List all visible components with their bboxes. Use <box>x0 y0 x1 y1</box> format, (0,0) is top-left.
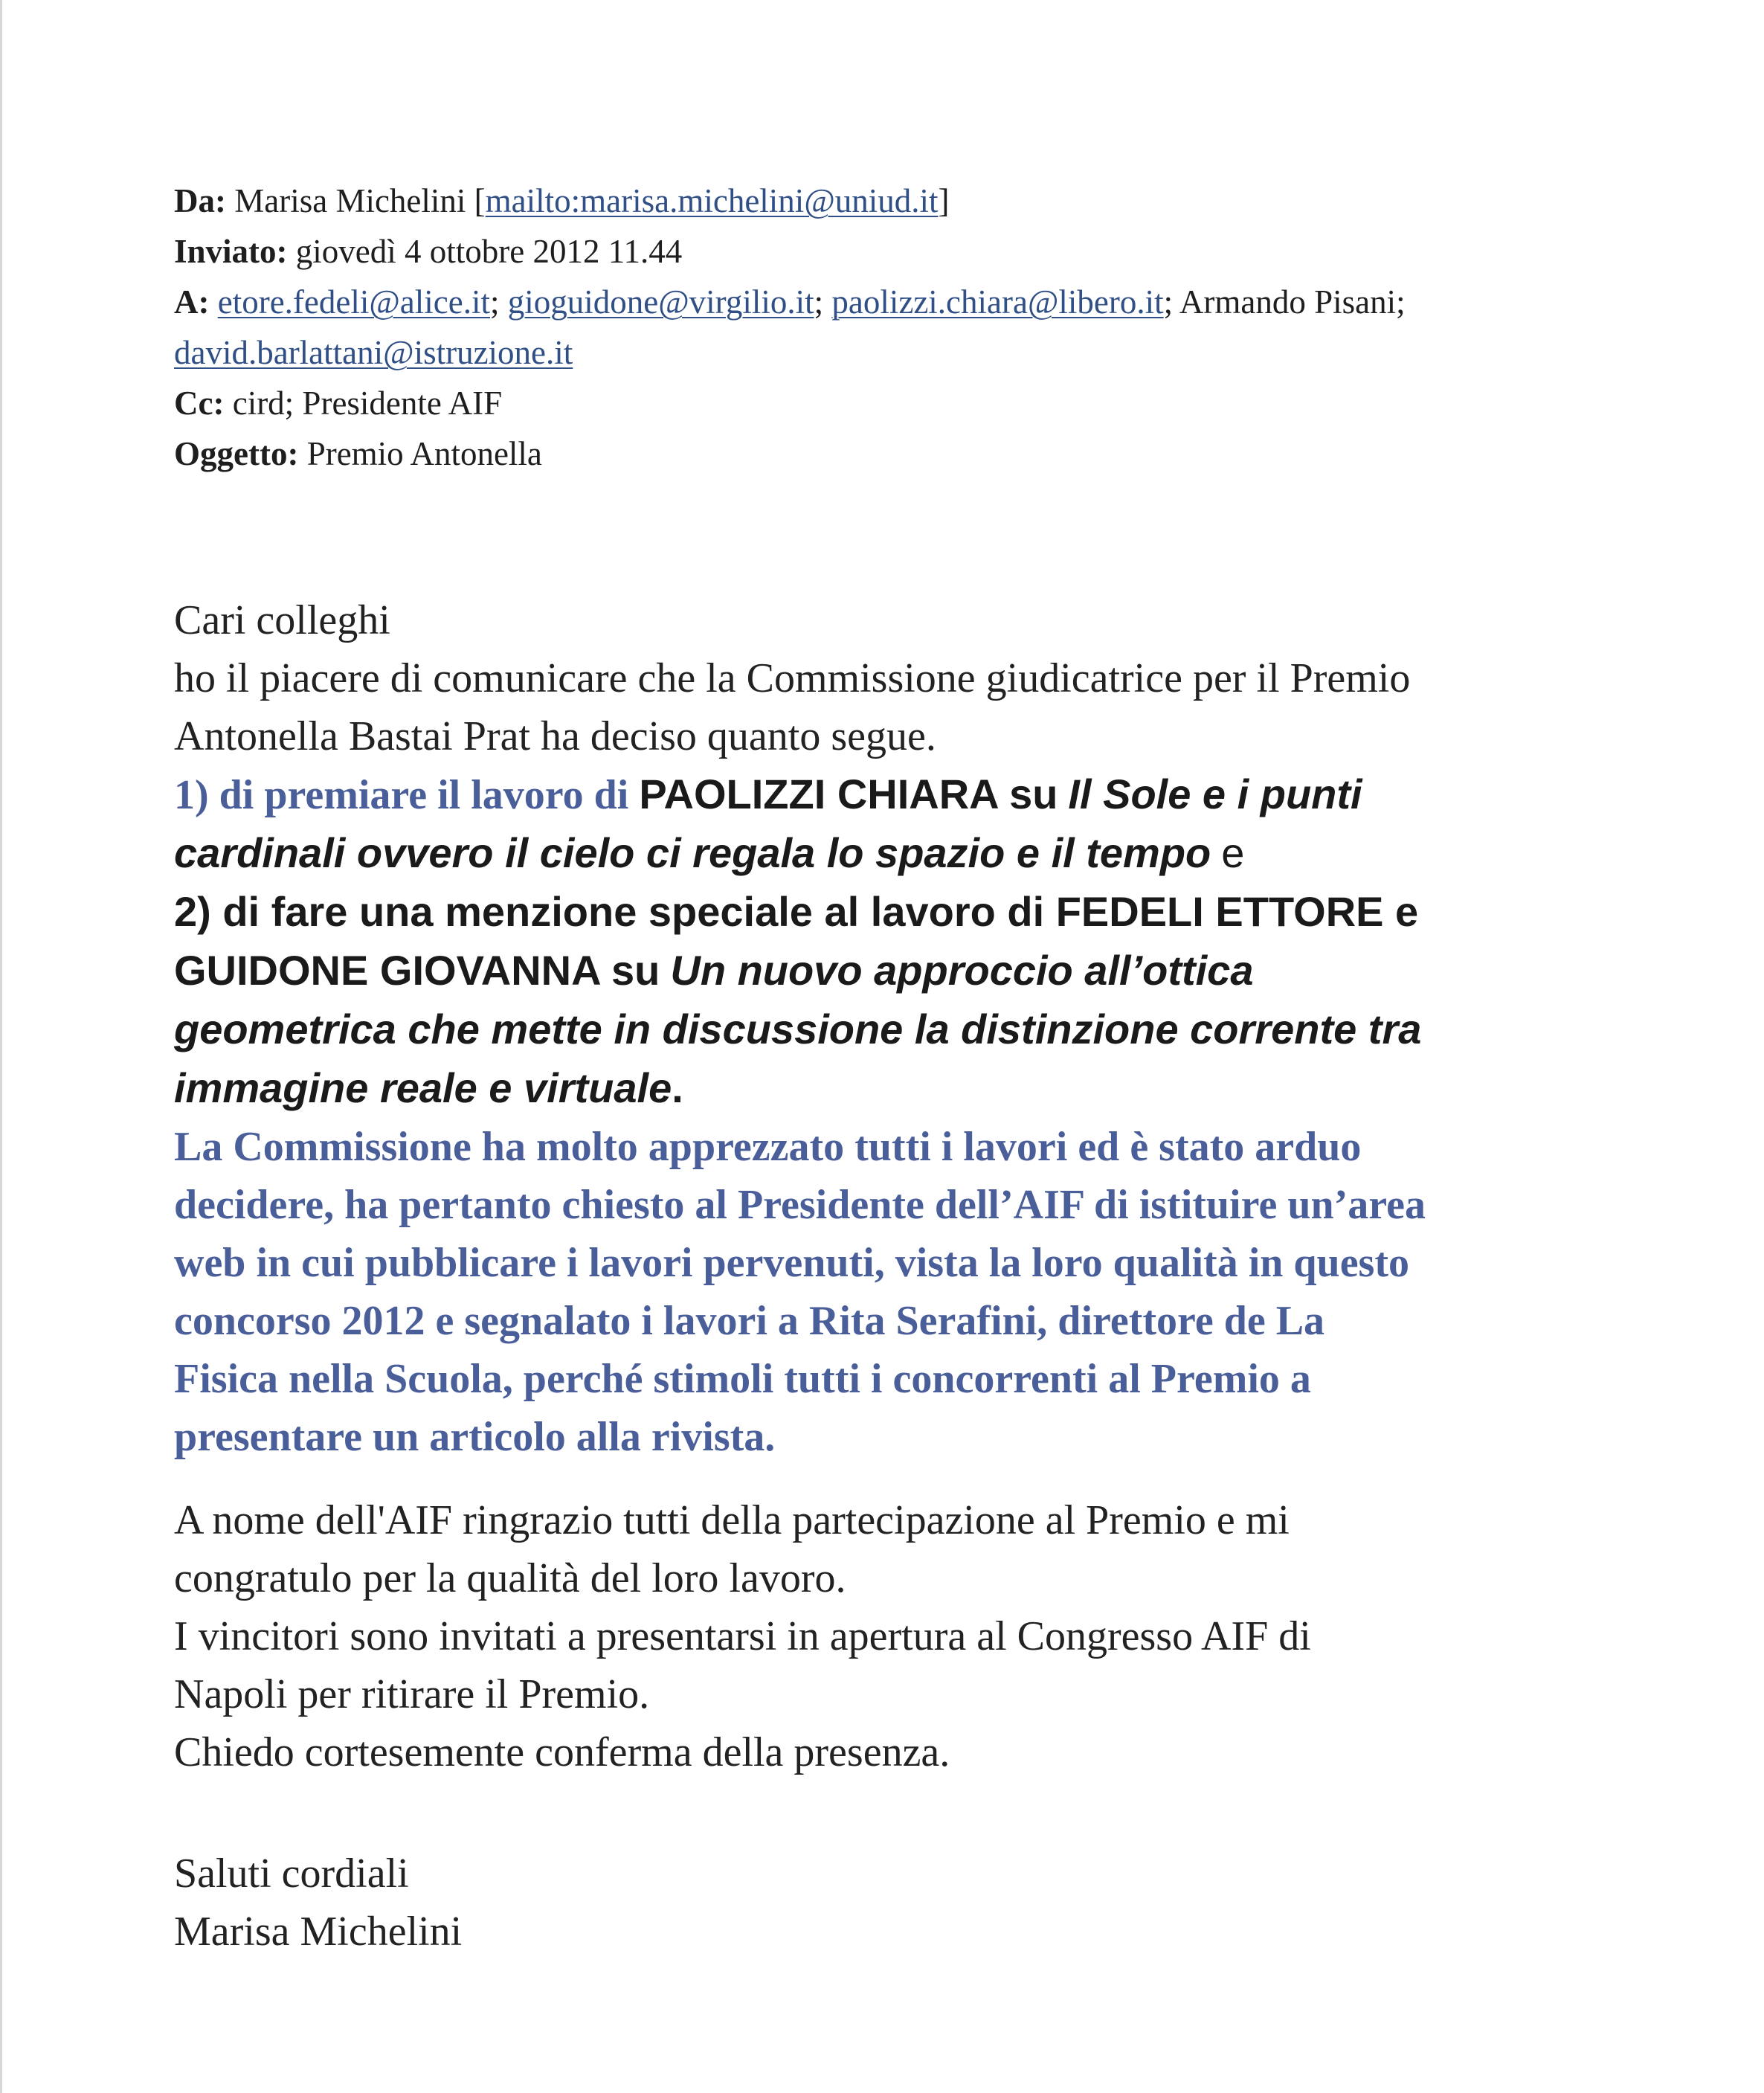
award-title-b: cardinali ovvero il cielo ci regala lo spazio e il tempo <box>174 829 1211 876</box>
subject-row <box>174 428 1699 479</box>
from-label: Da: <box>174 182 226 219</box>
closing-line: Napoli per ritirare il Premio. <box>174 1671 650 1717</box>
salutation: Saluti cordiali <box>174 1851 409 1897</box>
intro-line-1: ho il piacere di comunicare che la Commissione giudicatrice per il Premio <box>174 655 1411 701</box>
scan-edge <box>0 0 2 2093</box>
to-link-guidone[interactable]: gioguidone@virgilio.it <box>507 283 814 321</box>
award-title-a: Il Sole e i punti <box>1068 771 1362 817</box>
commission-line: La Commissione ha molto apprezzato tutti i lavori ed è stato arduo <box>174 1124 1362 1170</box>
subject-value: Premio Antonella <box>306 435 542 472</box>
sent-value: giovedì 4 ottobre 2012 11.44 <box>295 233 683 270</box>
commission-line: concorso 2012 e segnalato i lavori a Rita Serafini, direttore de La <box>174 1298 1325 1344</box>
from-bracket-open: [ <box>474 182 486 219</box>
signature: Marisa Michelini <box>174 1909 463 1955</box>
mention-intro: 2) di fare una menzione speciale al lavoro di FEDELI ETTORE e <box>174 888 1419 935</box>
to-pisani: Armando Pisani; <box>1179 283 1406 321</box>
to-label: A: <box>174 283 210 321</box>
mention-line-3 <box>174 1000 1706 1059</box>
mention-names: GUIDONE GIOVANNA su <box>174 947 660 994</box>
mention-end: . <box>672 1064 683 1111</box>
closing-line: I vincitori sono invitati a presentarsi in apertura al Congresso AIF di <box>174 1613 1311 1659</box>
to-link-barlattani[interactable]: david.barlattani@istruzione.it <box>174 334 573 371</box>
mention-line-2 <box>174 942 1706 1000</box>
commission-paragraph <box>174 1118 1706 1466</box>
from-name: Marisa Michelini <box>234 182 466 219</box>
award-winner: PAOLIZZI CHIARA su <box>639 771 1058 817</box>
sent-label: Inviato: <box>174 233 288 270</box>
award-line-2 <box>174 824 1706 883</box>
to-row-continued <box>174 327 1699 378</box>
award-prefix: 1) di premiare il lavoro di <box>174 772 629 818</box>
award-line-1 <box>174 765 1706 824</box>
closing-paragraph <box>174 1491 1706 1781</box>
commission-line: presentare un articolo alla rivista. <box>174 1414 776 1460</box>
from-mailto-link[interactable]: mailto:marisa.michelini@uniud.it <box>485 182 939 219</box>
from-row <box>174 176 1699 226</box>
commission-line: decidere, ha pertanto chiesto al Presidente dell’AIF di istituire un’area <box>174 1182 1426 1228</box>
closing-line: A nome dell'AIF ringrazio tutti della partecipazione al Premio e mi <box>174 1497 1290 1543</box>
cc-label: Cc: <box>174 385 225 422</box>
subject-label: Oggetto: <box>174 435 299 472</box>
commission-line: Fisica nella Scuola, perché stimoli tutti i concorrenti al Premio a <box>174 1356 1311 1402</box>
mention-title-c: immagine reale e virtuale <box>174 1064 672 1111</box>
to-row: A: etore.fedeli@alice.it; gioguidone@virgilio.it; paolizzi.chiara@libero.it; Armando Pisani; <box>174 283 1406 321</box>
award-end: e <box>1221 829 1245 876</box>
from-bracket-close: ] <box>938 182 950 219</box>
cc-row <box>174 378 1699 428</box>
greeting: Cari colleghi <box>174 597 390 643</box>
email-body <box>174 591 1706 1961</box>
to-link-paolizzi[interactable]: paolizzi.chiara@libero.it <box>831 283 1164 321</box>
commission-line: web in cui pubblicare i lavori pervenuti, vista la loro qualità in questo <box>174 1240 1409 1286</box>
mention-line-1 <box>174 883 1706 942</box>
cc-value: cird; Presidente AIF <box>232 385 503 422</box>
email-header <box>174 176 1699 479</box>
mention-line-4 <box>174 1059 1706 1118</box>
intro-line-2: Antonella Bastai Prat ha deciso quanto segue. <box>174 713 936 759</box>
mention-title-b: geometrica che mette in discussione la distinzione corrente tra <box>174 1006 1422 1052</box>
sent-row <box>174 226 1699 277</box>
to-link-fedeli[interactable]: etore.fedeli@alice.it <box>217 283 490 321</box>
closing-line: Chiedo cortesemente conferma della presenza. <box>174 1729 950 1775</box>
mention-title-a: Un nuovo approccio all’ottica <box>670 947 1254 994</box>
closing-line: congratulo per la qualità del loro lavoro. <box>174 1555 846 1601</box>
